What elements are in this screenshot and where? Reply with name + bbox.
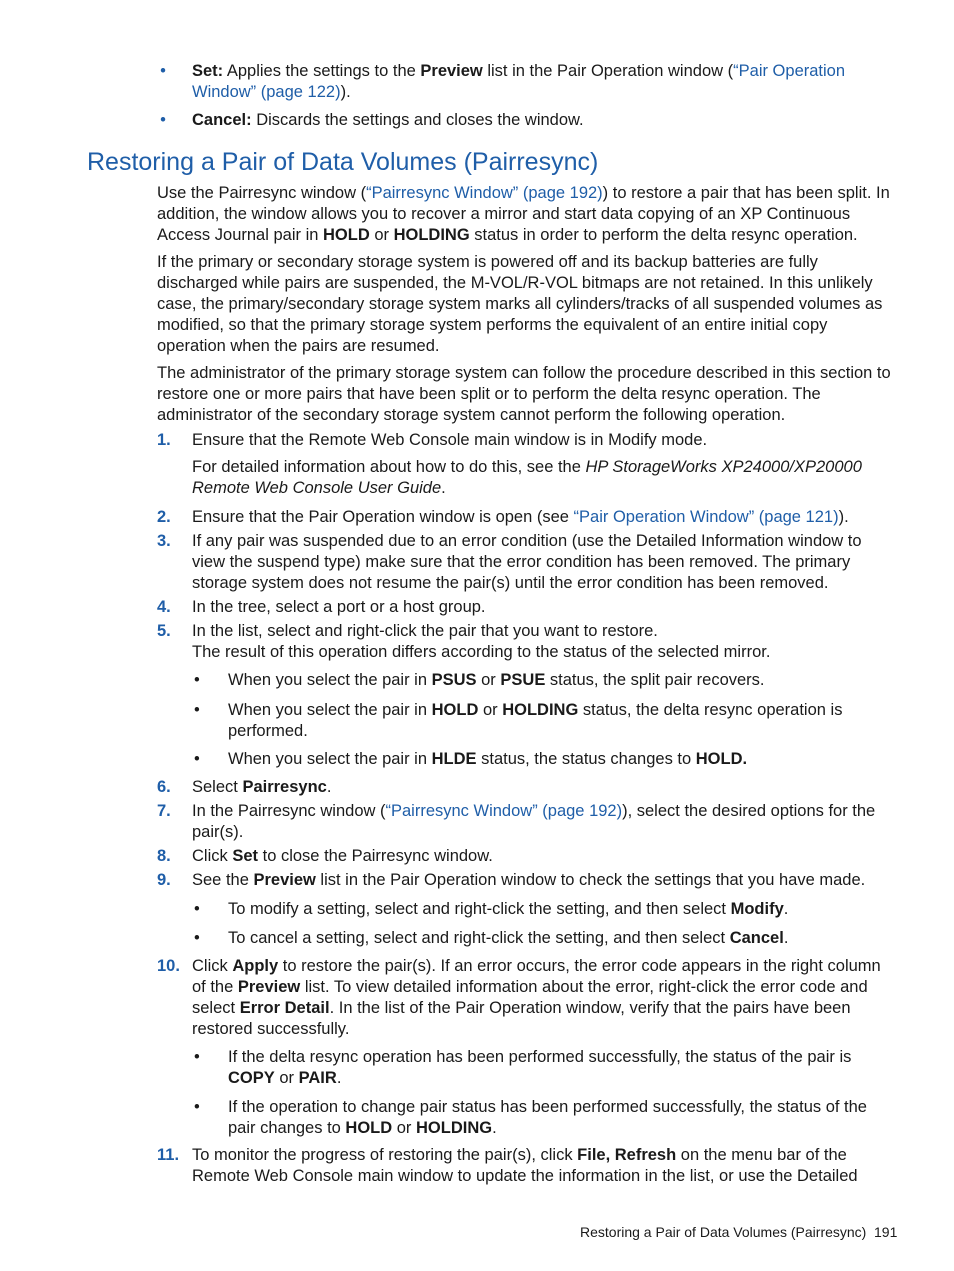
paragraph-power-off: If the primary or secondary storage system is powered off and its backup batteries are fully discharged while pairs are suspended, the M-VOL/R-VOL bitmaps are not retained. In this unlikely case, the primary/secondary storage system marks all cylinders/tracks of all suspended volumes as modified, so that the primary storage system performs the equivalent of an entire initial copy operation when the pairs are resumed. [157, 253, 883, 355]
bullet-dot: • [160, 62, 166, 80]
step-10: Click Apply to restore the pair(s). If an error occurs, the error code appears in the right column of the Preview list. To view detailed information about the error, right-click the error code and select Error Detail. In the list of the Pair Operation window, verify that the pairs have been restored successfully. [192, 957, 881, 1038]
step-9-bullet-modify: To modify a setting, select and right-click the setting, and then select Modify. [228, 900, 789, 918]
step-5-bullet-psus: When you select the pair in PSUS or PSUE status, the split pair recovers. [228, 671, 765, 689]
bullet-dot: • [194, 900, 200, 918]
step-number: 10. [157, 957, 180, 975]
step-5-bullet-hlde: When you select the pair in HLDE status, the status changes to HOLD. [228, 750, 748, 768]
paragraph-intro: Use the Pairresync window (“Pairresync Window” (page 192)) to restore a pair that has been split. In addition, the window allows you to recover a mirror and start data copying of an XP Continuous Access Journal pair in HOLD or HOLDING status in order to perform the delta resync operation. [157, 184, 890, 244]
bullet-dot: • [194, 671, 200, 689]
step-9: See the Preview list in the Pair Operation window to check the settings that you have made. [192, 871, 866, 889]
link-pair-operation-window-121[interactable]: “Pair Operation Window” (page 121) [573, 508, 839, 526]
step-number: 5. [157, 622, 171, 640]
step-3: If any pair was suspended due to an error condition (use the Detailed Information window to view the suspend type) make sure that the error condition has been removed. The primary storage system does not resume the pair(s) until the error condition has been removed. [192, 532, 862, 592]
bullet-dot: • [194, 701, 200, 719]
step-6: Select Pairresync. [192, 778, 332, 796]
step-number: 8. [157, 847, 171, 865]
bullet-set: Set: Applies the settings to the Preview list in the Pair Operation window (“Pair Operation Window” (page 122)). [192, 62, 846, 101]
step-5: In the list, select and right-click the pair that you want to restore. [192, 622, 658, 640]
bullet-dot: • [194, 1098, 200, 1116]
step-number: 4. [157, 598, 171, 616]
step-number: 2. [157, 508, 171, 526]
link-pairresync-window-192[interactable]: “Pairresync Window” (page 192) [385, 802, 623, 820]
step-9-bullet-cancel: To cancel a setting, select and right-click the setting, and then select Cancel. [228, 929, 789, 947]
bullet-cancel: Cancel: Discards the settings and closes the window. [192, 111, 584, 129]
step-number: 9. [157, 871, 171, 889]
bullet-dot: • [194, 750, 200, 768]
bullet-dot: • [194, 929, 200, 947]
link-pair-operation-window[interactable]: “Pair Operation Window” (page 122) [192, 62, 846, 101]
step-7: In the Pairresync window (“Pairresync Window” (page 192)), select the desired options for the pair(s). [192, 802, 876, 841]
page-number: 191 [874, 1224, 898, 1240]
step-number: 11. [157, 1146, 180, 1164]
step-number: 6. [157, 778, 171, 796]
step-5-bullet-hold: When you select the pair in HOLD or HOLDING status, the delta resync operation is performed. [228, 701, 843, 740]
bullet-dot: • [160, 111, 166, 129]
step-5-result: The result of this operation differs according to the status of the selected mirror. [192, 643, 771, 661]
step-11: To monitor the progress of restoring the pair(s), click File, Refresh on the menu bar of the Remote Web Console main window to update the information in the list, or use the Detailed [192, 1146, 858, 1185]
step-1: Ensure that the Remote Web Console main window is in Modify mode. [192, 431, 708, 449]
footer-title: Restoring a Pair of Data Volumes (Pairresync) [580, 1224, 867, 1240]
step-number: 7. [157, 802, 171, 820]
step-8: Click Set to close the Pairresync window. [192, 847, 493, 865]
step-number: 1. [157, 431, 171, 449]
step-1-note: For detailed information about how to do this, see the HP StorageWorks XP24000/XP20000 Remote Web Console User Guide. [192, 458, 862, 497]
step-10-bullet-hold: If the operation to change pair status has been performed successfully, the status of the pair changes to HOLD or HOLDING. [228, 1098, 867, 1137]
step-number: 3. [157, 532, 171, 550]
paragraph-administrator: The administrator of the primary storage system can follow the procedure described in this section to restore one or more pairs that have been split or to perform the delta resync operation. The administrator of the secondary storage system cannot perform the following operation. [157, 364, 891, 424]
step-10-bullet-copy: If the delta resync operation has been performed successfully, the status of the pair is COPY or PAIR. [228, 1048, 852, 1087]
bullet-dot: • [194, 1048, 200, 1066]
link-pairresync-window[interactable]: “Pairresync Window” (page 192) [366, 184, 603, 202]
section-heading: Restoring a Pair of Data Volumes (Pairresync) [87, 148, 599, 176]
step-2: Ensure that the Pair Operation window is open (see “Pair Operation Window” (page 121)). [192, 508, 849, 526]
step-4: In the tree, select a port or a host group. [192, 598, 486, 616]
